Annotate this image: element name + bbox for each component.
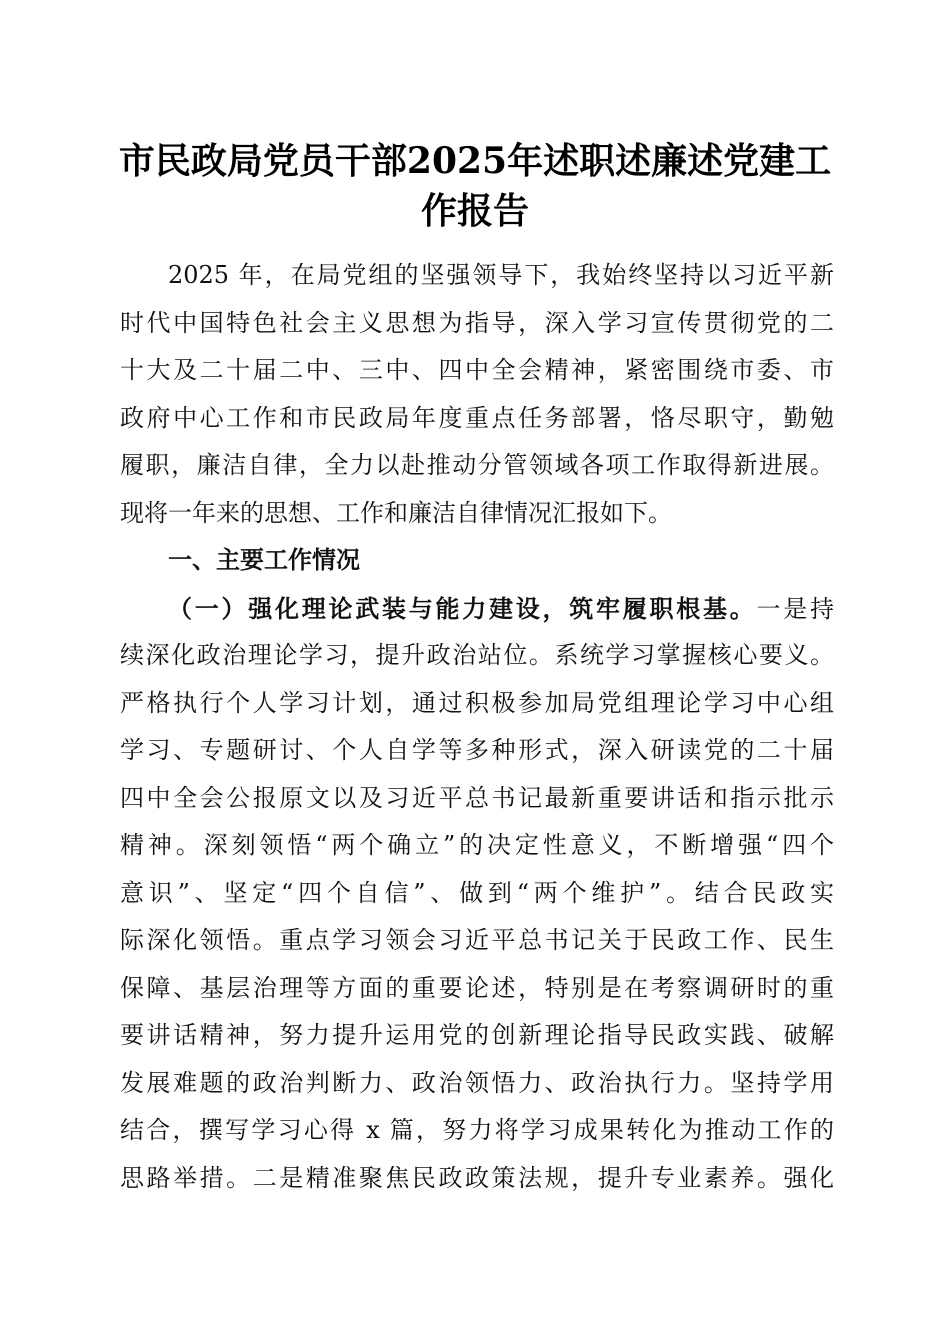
body-line: 意识”、坚定“四个自信”、做到“两个维护”。结合民政实	[120, 878, 834, 907]
intro-line: 政府中心工作和市民政局年度重点任务部署，恪尽职守，勤勉	[120, 403, 834, 432]
intro-line: 履职，廉洁自律，全力以赴推动分管领域各项工作取得新进展。	[120, 451, 834, 479]
body-line: 学习、专题研讨、个人自学等多种形式，深入研读党的二十届	[120, 736, 834, 764]
intro-line: 现将一年来的思想、工作和廉洁自律情况汇报如下。	[120, 498, 672, 527]
body-line: 续深化政治理论学习，提升政治站位。系统学习掌握核心要义。	[120, 641, 834, 669]
intro-line: 时代中国特色社会主义思想为指导，深入学习宣传贯彻党的二	[120, 308, 834, 337]
subsection-heading: （一）强化理论武装与能力建设，筑牢履职根基。	[168, 593, 757, 623]
title-line-2: 作报告	[420, 190, 529, 232]
subsection-first-line	[120, 585, 834, 633]
body-line: 思路举措。二是精准聚焦民政政策法规，提升专业素养。强化	[120, 1163, 834, 1192]
intro-line: 十大及二十届二中、三中、四中全会精神，紧密围绕市委、市	[120, 356, 834, 384]
body-line: 四中全会公报原文以及习近平总书记最新重要讲话和指示批示	[120, 783, 834, 812]
document-title	[118, 136, 832, 236]
title-line-1: 市民政局党员干部2025年述职述廉述党建工	[118, 140, 832, 182]
body-line: 要讲话精神，努力提升运用党的创新理论指导民政实践、破解	[120, 1021, 834, 1049]
document-body	[120, 252, 834, 1202]
intro-line: 2025 年，在局党组的坚强领导下，我始终坚持以习近平新	[168, 261, 834, 289]
body-line: 严格执行个人学习计划，通过积极参加局党组理论学习中心组	[120, 688, 834, 717]
body-line: 精神。深刻领悟“两个确立”的决定性意义，不断增强“四个	[120, 831, 834, 859]
body-line: 发展难题的政治判断力、政治领悟力、政治执行力。坚持学用	[120, 1068, 834, 1097]
body-line: 结合，撰写学习心得 x 篇，努力将学习成果转化为推动工作的	[120, 1116, 834, 1144]
body-line: 保障、基层治理等方面的重要论述，特别是在考察调研时的重	[120, 973, 834, 1002]
section-heading: 一、主要工作情况	[168, 546, 360, 574]
subsection-first-line-rest: 一是持	[756, 594, 834, 623]
body-line: 际深化领悟。重点学习领会习近平总书记关于民政工作、民生	[120, 926, 834, 954]
